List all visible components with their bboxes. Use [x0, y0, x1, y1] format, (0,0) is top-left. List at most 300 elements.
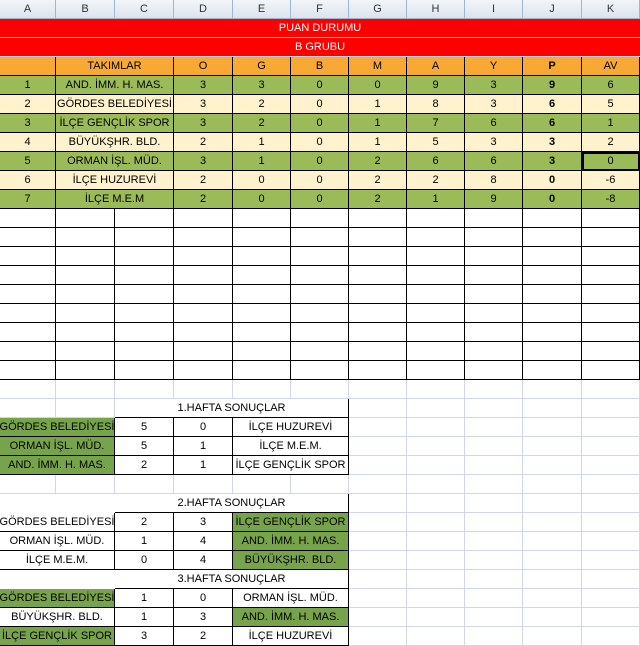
column-header-d[interactable]: D: [174, 0, 233, 19]
empty-cell[interactable]: [174, 285, 233, 304]
away-score-cell[interactable]: 3: [174, 513, 233, 532]
home-score-cell[interactable]: 0: [115, 551, 174, 570]
grid-cell[interactable]: [0, 380, 56, 399]
grid-cell[interactable]: [291, 475, 349, 494]
empty-cell[interactable]: [56, 266, 115, 285]
empty-cell[interactable]: [174, 228, 233, 247]
home-team-cell[interactable]: ORMAN İŞL. MÜD.: [0, 437, 115, 456]
grid-cell[interactable]: [349, 456, 407, 475]
empty-cell[interactable]: [349, 361, 407, 380]
home-team-cell[interactable]: GÖRDES BELEDİYESİ: [0, 513, 115, 532]
empty-cell[interactable]: [407, 228, 465, 247]
empty-cell[interactable]: [465, 361, 523, 380]
empty-cell[interactable]: [115, 228, 174, 247]
standings-o-cell[interactable]: 2: [174, 133, 233, 152]
grid-cell[interactable]: [465, 532, 523, 551]
grid-cell[interactable]: [349, 437, 407, 456]
grid-cell[interactable]: [582, 475, 640, 494]
empty-cell[interactable]: [349, 304, 407, 323]
standings-m-cell[interactable]: 0: [349, 76, 407, 95]
standings-team-cell[interactable]: ORMAN İŞL. MÜD.: [56, 152, 174, 171]
empty-cell[interactable]: [465, 209, 523, 228]
empty-cell[interactable]: [174, 323, 233, 342]
empty-cell[interactable]: [174, 361, 233, 380]
empty-cell[interactable]: [465, 304, 523, 323]
empty-cell[interactable]: [233, 228, 291, 247]
empty-cell[interactable]: [407, 342, 465, 361]
empty-cell[interactable]: [56, 247, 115, 266]
standings-b-cell[interactable]: 0: [291, 190, 349, 209]
grid-cell[interactable]: [56, 475, 115, 494]
standings-rank-cell[interactable]: 2: [0, 95, 56, 114]
grid-cell[interactable]: [115, 380, 174, 399]
grid-cell[interactable]: [115, 475, 174, 494]
home-team-cell[interactable]: GÖRDES BELEDİYESİ: [0, 589, 115, 608]
standings-team-cell[interactable]: İLÇE HUZUREVİ: [56, 171, 174, 190]
standings-b-cell[interactable]: 0: [291, 133, 349, 152]
empty-cell[interactable]: [56, 228, 115, 247]
grid-cell[interactable]: [523, 532, 582, 551]
away-team-cell[interactable]: AND. İMM. H. MAS.: [233, 608, 349, 627]
grid-cell[interactable]: [349, 380, 407, 399]
empty-cell[interactable]: [523, 209, 582, 228]
empty-cell[interactable]: [523, 304, 582, 323]
standings-o-cell[interactable]: 3: [174, 152, 233, 171]
home-score-cell[interactable]: 2: [115, 456, 174, 475]
empty-cell[interactable]: [0, 209, 56, 228]
standings-g-cell[interactable]: 2: [233, 114, 291, 133]
empty-cell[interactable]: [174, 342, 233, 361]
empty-cell[interactable]: [349, 209, 407, 228]
empty-cell[interactable]: [349, 228, 407, 247]
empty-cell[interactable]: [523, 228, 582, 247]
grid-cell[interactable]: [582, 380, 640, 399]
grid-cell[interactable]: [0, 399, 56, 418]
empty-cell[interactable]: [115, 304, 174, 323]
empty-cell[interactable]: [465, 342, 523, 361]
empty-cell[interactable]: [523, 342, 582, 361]
grid-cell[interactable]: [407, 380, 465, 399]
empty-cell[interactable]: [174, 304, 233, 323]
empty-cell[interactable]: [407, 285, 465, 304]
standings-av-cell[interactable]: 0: [582, 152, 640, 171]
away-team-cell[interactable]: İLÇE HUZUREVİ: [233, 418, 349, 437]
standings-y-cell[interactable]: 3: [465, 133, 523, 152]
grid-cell[interactable]: [407, 551, 465, 570]
standings-p-cell[interactable]: 0: [523, 171, 582, 190]
grid-cell[interactable]: [523, 589, 582, 608]
empty-cell[interactable]: [523, 285, 582, 304]
grid-cell[interactable]: [407, 627, 465, 646]
empty-cell[interactable]: [582, 247, 640, 266]
standings-g-cell[interactable]: 2: [233, 95, 291, 114]
standings-g-cell[interactable]: 1: [233, 133, 291, 152]
grid-cell[interactable]: [523, 570, 582, 589]
empty-cell[interactable]: [0, 247, 56, 266]
away-team-cell[interactable]: İLÇE HUZUREVİ: [233, 627, 349, 646]
empty-cell[interactable]: [291, 209, 349, 228]
standings-y-cell[interactable]: 3: [465, 76, 523, 95]
grid-cell[interactable]: [407, 418, 465, 437]
grid-cell[interactable]: [582, 513, 640, 532]
grid-cell[interactable]: [407, 570, 465, 589]
grid-cell[interactable]: [582, 532, 640, 551]
empty-cell[interactable]: [465, 323, 523, 342]
column-header-g[interactable]: G: [349, 0, 407, 19]
grid-cell[interactable]: [407, 399, 465, 418]
empty-cell[interactable]: [233, 247, 291, 266]
standings-av-cell[interactable]: 6: [582, 76, 640, 95]
standings-rank-cell[interactable]: 3: [0, 114, 56, 133]
standings-g-cell[interactable]: 0: [233, 171, 291, 190]
home-team-cell[interactable]: BÜYÜKŞHR. BLD.: [0, 608, 115, 627]
standings-a-cell[interactable]: 5: [407, 133, 465, 152]
empty-cell[interactable]: [115, 247, 174, 266]
empty-cell[interactable]: [115, 209, 174, 228]
away-team-cell[interactable]: ORMAN İŞL. MÜD.: [233, 589, 349, 608]
empty-cell[interactable]: [349, 266, 407, 285]
grid-cell[interactable]: [582, 399, 640, 418]
empty-cell[interactable]: [349, 342, 407, 361]
grid-cell[interactable]: [582, 437, 640, 456]
standings-y-cell[interactable]: 9: [465, 190, 523, 209]
grid-cell[interactable]: [349, 608, 407, 627]
empty-cell[interactable]: [582, 342, 640, 361]
column-header-e[interactable]: E: [233, 0, 291, 19]
grid-cell[interactable]: [523, 627, 582, 646]
empty-cell[interactable]: [56, 209, 115, 228]
grid-cell[interactable]: [349, 570, 407, 589]
grid-cell[interactable]: [407, 532, 465, 551]
empty-cell[interactable]: [115, 361, 174, 380]
empty-cell[interactable]: [407, 361, 465, 380]
standings-m-cell[interactable]: 2: [349, 171, 407, 190]
standings-av-cell[interactable]: -8: [582, 190, 640, 209]
empty-cell[interactable]: [56, 285, 115, 304]
grid-cell[interactable]: [523, 399, 582, 418]
grid-cell[interactable]: [582, 608, 640, 627]
standings-p-cell[interactable]: 0: [523, 190, 582, 209]
empty-cell[interactable]: [0, 266, 56, 285]
grid-cell[interactable]: [523, 380, 582, 399]
empty-cell[interactable]: [0, 228, 56, 247]
standings-rank-cell[interactable]: 6: [0, 171, 56, 190]
empty-cell[interactable]: [407, 323, 465, 342]
empty-cell[interactable]: [349, 285, 407, 304]
grid-cell[interactable]: [407, 494, 465, 513]
empty-cell[interactable]: [582, 304, 640, 323]
empty-cell[interactable]: [233, 323, 291, 342]
grid-cell[interactable]: [174, 475, 233, 494]
standings-m-cell[interactable]: 2: [349, 190, 407, 209]
standings-b-cell[interactable]: 0: [291, 114, 349, 133]
standings-a-cell[interactable]: 7: [407, 114, 465, 133]
standings-rank-cell[interactable]: 7: [0, 190, 56, 209]
standings-m-cell[interactable]: 1: [349, 133, 407, 152]
empty-cell[interactable]: [465, 285, 523, 304]
empty-cell[interactable]: [233, 342, 291, 361]
grid-cell[interactable]: [407, 513, 465, 532]
away-score-cell[interactable]: 0: [174, 589, 233, 608]
grid-cell[interactable]: [523, 513, 582, 532]
empty-cell[interactable]: [465, 247, 523, 266]
grid-cell[interactable]: [582, 494, 640, 513]
empty-cell[interactable]: [291, 361, 349, 380]
grid-cell[interactable]: [465, 380, 523, 399]
empty-cell[interactable]: [407, 247, 465, 266]
standings-av-cell[interactable]: -6: [582, 171, 640, 190]
empty-cell[interactable]: [291, 342, 349, 361]
grid-cell[interactable]: [465, 627, 523, 646]
standings-a-cell[interactable]: 6: [407, 152, 465, 171]
grid-cell[interactable]: [465, 494, 523, 513]
home-team-cell[interactable]: AND. İMM. H. MAS.: [0, 456, 115, 475]
grid-cell[interactable]: [465, 437, 523, 456]
grid-cell[interactable]: [349, 532, 407, 551]
empty-cell[interactable]: [291, 304, 349, 323]
empty-cell[interactable]: [233, 285, 291, 304]
home-score-cell[interactable]: 3: [115, 627, 174, 646]
empty-cell[interactable]: [233, 209, 291, 228]
column-header-j[interactable]: J: [523, 0, 582, 19]
column-header-i[interactable]: I: [465, 0, 523, 19]
home-score-cell[interactable]: 1: [115, 608, 174, 627]
empty-cell[interactable]: [582, 209, 640, 228]
empty-cell[interactable]: [233, 266, 291, 285]
grid-cell[interactable]: [465, 589, 523, 608]
standings-y-cell[interactable]: 8: [465, 171, 523, 190]
standings-p-cell[interactable]: 6: [523, 114, 582, 133]
grid-cell[interactable]: [174, 380, 233, 399]
empty-cell[interactable]: [407, 209, 465, 228]
grid-cell[interactable]: [523, 475, 582, 494]
standings-p-cell[interactable]: 3: [523, 152, 582, 171]
empty-cell[interactable]: [291, 228, 349, 247]
home-score-cell[interactable]: 5: [115, 418, 174, 437]
grid-cell[interactable]: [523, 608, 582, 627]
column-header-h[interactable]: H: [407, 0, 465, 19]
standings-av-cell[interactable]: 1: [582, 114, 640, 133]
grid-cell[interactable]: [582, 627, 640, 646]
grid-cell[interactable]: [465, 570, 523, 589]
away-score-cell[interactable]: 4: [174, 551, 233, 570]
standings-b-cell[interactable]: 0: [291, 95, 349, 114]
empty-cell[interactable]: [291, 247, 349, 266]
grid-cell[interactable]: [465, 551, 523, 570]
empty-cell[interactable]: [407, 304, 465, 323]
standings-a-cell[interactable]: 1: [407, 190, 465, 209]
standings-team-cell[interactable]: GÖRDES BELEDİYESİ: [56, 95, 174, 114]
standings-g-cell[interactable]: 3: [233, 76, 291, 95]
empty-cell[interactable]: [174, 266, 233, 285]
standings-y-cell[interactable]: 6: [465, 114, 523, 133]
grid-cell[interactable]: [407, 456, 465, 475]
home-team-cell[interactable]: GÖRDES BELEDİYESİ: [0, 418, 115, 437]
away-score-cell[interactable]: 3: [174, 608, 233, 627]
empty-cell[interactable]: [582, 228, 640, 247]
empty-cell[interactable]: [407, 266, 465, 285]
away-team-cell[interactable]: AND. İMM. H. MAS.: [233, 532, 349, 551]
standings-m-cell[interactable]: 1: [349, 95, 407, 114]
grid-cell[interactable]: [582, 589, 640, 608]
home-score-cell[interactable]: 1: [115, 589, 174, 608]
standings-team-cell[interactable]: AND. İMM. H. MAS.: [56, 76, 174, 95]
empty-cell[interactable]: [233, 304, 291, 323]
grid-cell[interactable]: [582, 418, 640, 437]
standings-rank-cell[interactable]: 1: [0, 76, 56, 95]
standings-o-cell[interactable]: 3: [174, 76, 233, 95]
empty-cell[interactable]: [465, 266, 523, 285]
away-team-cell[interactable]: İLÇE GENÇLİK SPOR: [233, 456, 349, 475]
grid-cell[interactable]: [349, 399, 407, 418]
away-team-cell[interactable]: BÜYÜKŞHR. BLD.: [233, 551, 349, 570]
standings-b-cell[interactable]: 0: [291, 171, 349, 190]
standings-p-cell[interactable]: 9: [523, 76, 582, 95]
grid-cell[interactable]: [523, 456, 582, 475]
standings-m-cell[interactable]: 1: [349, 114, 407, 133]
grid-cell[interactable]: [465, 475, 523, 494]
empty-cell[interactable]: [56, 342, 115, 361]
grid-cell[interactable]: [582, 551, 640, 570]
standings-team-cell[interactable]: İLÇE GENÇLİK SPOR: [56, 114, 174, 133]
home-team-cell[interactable]: ORMAN İŞL. MÜD.: [0, 532, 115, 551]
empty-cell[interactable]: [582, 323, 640, 342]
empty-cell[interactable]: [291, 323, 349, 342]
grid-cell[interactable]: [465, 456, 523, 475]
empty-cell[interactable]: [523, 323, 582, 342]
standings-b-cell[interactable]: 0: [291, 152, 349, 171]
standings-av-cell[interactable]: 5: [582, 95, 640, 114]
empty-cell[interactable]: [115, 323, 174, 342]
grid-cell[interactable]: [465, 399, 523, 418]
column-header-a[interactable]: A: [0, 0, 56, 19]
standings-a-cell[interactable]: 9: [407, 76, 465, 95]
standings-p-cell[interactable]: 3: [523, 133, 582, 152]
away-team-cell[interactable]: İLÇE GENÇLİK SPOR: [233, 513, 349, 532]
empty-cell[interactable]: [582, 361, 640, 380]
grid-cell[interactable]: [291, 380, 349, 399]
column-header-c[interactable]: C: [115, 0, 174, 19]
column-header-f[interactable]: F: [291, 0, 349, 19]
standings-o-cell[interactable]: 2: [174, 171, 233, 190]
column-header-b[interactable]: B: [56, 0, 115, 19]
home-score-cell[interactable]: 1: [115, 532, 174, 551]
home-score-cell[interactable]: 5: [115, 437, 174, 456]
empty-cell[interactable]: [291, 285, 349, 304]
grid-cell[interactable]: [349, 627, 407, 646]
standings-rank-cell[interactable]: 5: [0, 152, 56, 171]
grid-cell[interactable]: [407, 589, 465, 608]
empty-cell[interactable]: [56, 361, 115, 380]
grid-cell[interactable]: [349, 494, 407, 513]
grid-cell[interactable]: [465, 608, 523, 627]
empty-cell[interactable]: [0, 323, 56, 342]
standings-o-cell[interactable]: 3: [174, 95, 233, 114]
grid-cell[interactable]: [465, 513, 523, 532]
empty-cell[interactable]: [115, 285, 174, 304]
empty-cell[interactable]: [523, 266, 582, 285]
column-header-k[interactable]: K: [582, 0, 640, 19]
away-score-cell[interactable]: 1: [174, 437, 233, 456]
empty-cell[interactable]: [174, 247, 233, 266]
empty-cell[interactable]: [0, 285, 56, 304]
grid-cell[interactable]: [349, 589, 407, 608]
empty-cell[interactable]: [56, 323, 115, 342]
empty-cell[interactable]: [0, 304, 56, 323]
standings-av-cell[interactable]: 2: [582, 133, 640, 152]
standings-a-cell[interactable]: 2: [407, 171, 465, 190]
grid-cell[interactable]: [349, 551, 407, 570]
standings-a-cell[interactable]: 8: [407, 95, 465, 114]
away-score-cell[interactable]: 2: [174, 627, 233, 646]
standings-y-cell[interactable]: 6: [465, 152, 523, 171]
grid-cell[interactable]: [523, 418, 582, 437]
standings-team-cell[interactable]: İLÇE M.E.M: [56, 190, 174, 209]
empty-cell[interactable]: [349, 323, 407, 342]
empty-cell[interactable]: [291, 266, 349, 285]
grid-cell[interactable]: [233, 380, 291, 399]
grid-cell[interactable]: [523, 494, 582, 513]
home-team-cell[interactable]: İLÇE M.E.M.: [0, 551, 115, 570]
standings-y-cell[interactable]: 3: [465, 95, 523, 114]
grid-cell[interactable]: [349, 418, 407, 437]
empty-cell[interactable]: [523, 361, 582, 380]
empty-cell[interactable]: [115, 342, 174, 361]
empty-cell[interactable]: [56, 304, 115, 323]
standings-g-cell[interactable]: 1: [233, 152, 291, 171]
grid-cell[interactable]: [407, 437, 465, 456]
grid-cell[interactable]: [523, 551, 582, 570]
standings-o-cell[interactable]: 3: [174, 114, 233, 133]
grid-cell[interactable]: [56, 399, 115, 418]
grid-cell[interactable]: [349, 513, 407, 532]
standings-team-cell[interactable]: BÜYÜKŞHR. BLD.: [56, 133, 174, 152]
standings-p-cell[interactable]: 6: [523, 95, 582, 114]
away-score-cell[interactable]: 1: [174, 456, 233, 475]
empty-cell[interactable]: [115, 266, 174, 285]
empty-cell[interactable]: [0, 361, 56, 380]
empty-cell[interactable]: [0, 342, 56, 361]
grid-cell[interactable]: [582, 570, 640, 589]
standings-rank-cell[interactable]: 4: [0, 133, 56, 152]
away-team-cell[interactable]: İLÇE M.E.M.: [233, 437, 349, 456]
empty-cell[interactable]: [174, 209, 233, 228]
empty-cell[interactable]: [233, 361, 291, 380]
grid-cell[interactable]: [0, 475, 56, 494]
standings-b-cell[interactable]: 0: [291, 76, 349, 95]
grid-cell[interactable]: [233, 475, 291, 494]
grid-cell[interactable]: [582, 456, 640, 475]
away-score-cell[interactable]: 4: [174, 532, 233, 551]
grid-cell[interactable]: [465, 418, 523, 437]
standings-g-cell[interactable]: 0: [233, 190, 291, 209]
grid-cell[interactable]: [56, 380, 115, 399]
empty-cell[interactable]: [523, 247, 582, 266]
empty-cell[interactable]: [582, 266, 640, 285]
empty-cell[interactable]: [349, 247, 407, 266]
home-score-cell[interactable]: 2: [115, 513, 174, 532]
away-score-cell[interactable]: 0: [174, 418, 233, 437]
empty-cell[interactable]: [465, 228, 523, 247]
home-team-cell[interactable]: İLÇE GENÇLİK SPOR: [0, 627, 115, 646]
grid-cell[interactable]: [523, 437, 582, 456]
grid-cell[interactable]: [407, 475, 465, 494]
grid-cell[interactable]: [407, 608, 465, 627]
standings-o-cell[interactable]: 2: [174, 190, 233, 209]
empty-cell[interactable]: [582, 285, 640, 304]
grid-cell[interactable]: [349, 475, 407, 494]
standings-m-cell[interactable]: 2: [349, 152, 407, 171]
